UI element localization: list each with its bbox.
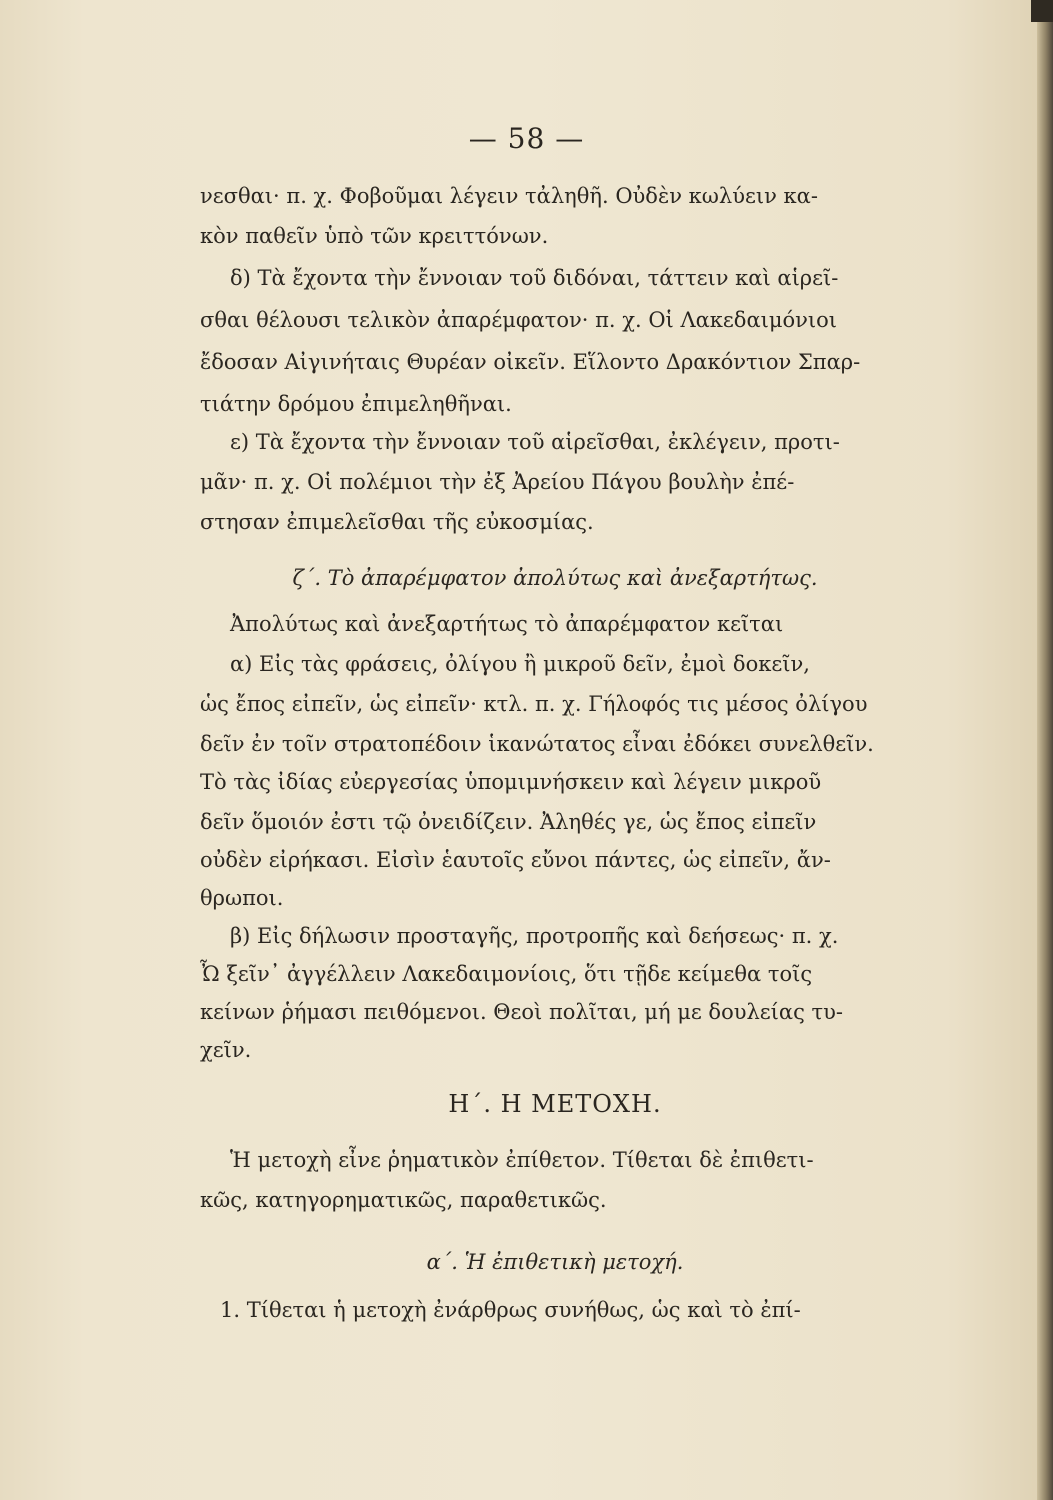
text-line: τιάτην δρόμου ἐπιμεληθῆναι. — [200, 392, 512, 416]
text-line: κείνων ῥήμασι πειθόμενοι. Θεοὶ πολῖται, μή με δουλείας τυ- — [200, 1000, 843, 1024]
text-line: δεῖν ἐν τοῖν στρατοπέδοιν ἱκανώτατος εἶναι ἐδόκει συνελθεῖν. — [200, 732, 874, 756]
text-line: α) Εἰς τὰς φράσεις, ὀλίγου ἢ μικροῦ δεῖν, ἐμοὶ δοκεῖν, — [230, 652, 810, 676]
section-heading-infinitive: ζ΄. Τὸ ἀπαρέμφατον ἀπολύτως καὶ ἀνεξαρτήτως. — [292, 566, 818, 590]
page-edge-shadow — [1037, 0, 1053, 1500]
subsection-heading-attributive: α΄. Ἡ ἐπιθετικὴ μετοχή. — [426, 1250, 684, 1274]
text-line: δεῖν ὅμοιόν ἐστι τῷ ὀνειδίζειν. Ἀληθές γε, ὡς ἔπος εἰπεῖν — [200, 810, 817, 834]
text-line: θρωποι. — [200, 886, 284, 910]
text-line: χεῖν. — [200, 1038, 252, 1062]
text-line: ἔδοσαν Αἰγινήταις Θυρέαν οἰκεῖν. Εἵλοντο Δρακόντιον Σπαρ- — [200, 350, 861, 374]
text-line: Ἡ μετοχὴ εἶνε ῥηματικὸν ἐπίθετον. Τίθεται δὲ ἐπιθετι- — [230, 1148, 814, 1172]
text-line: κὸν παθεῖν ὑπὸ τῶν κρειττόνων. — [200, 224, 549, 248]
text-line: μᾶν· π. χ. Οἱ πολέμιοι τὴν ἐξ Ἀρείου Πάγου βουλὴν ἐπέ- — [200, 470, 795, 494]
text-line: δ) Τὰ ἔχοντα τὴν ἔννοιαν τοῦ διδόναι, τάττειν καὶ αἱρεῖ- — [230, 266, 839, 290]
text-line: 1. Τίθεται ἡ μετοχὴ ἐνάρθρως συνήθως, ὡς καὶ τὸ ἐπί- — [220, 1298, 801, 1322]
text-line: β) Εἰς δήλωσιν προσταγῆς, προτροπῆς καὶ δεήσεως· π. χ. — [230, 924, 839, 948]
text-line: ὡς ἔπος εἰπεῖν, ὡς εἰπεῖν· κτλ. π. χ. Γήλοφός τις μέσος ὀλίγου — [200, 692, 868, 716]
text-line: οὐδὲν εἰρήκασι. Εἰσὶν ἑαυτοῖς εὔνοι πάντες, ὡς εἰπεῖν, ἄν- — [200, 848, 831, 872]
text-line: ε) Τὰ ἔχοντα τὴν ἔννοιαν τοῦ αἱρεῖσθαι, ἐκλέγειν, προτι- — [230, 430, 840, 454]
page-corner-shadow — [1031, 0, 1053, 22]
text-line: στησαν ἐπιμελεῖσθαι τῆς εὐκοσμίας. — [200, 510, 594, 534]
text-line: σθαι θέλουσι τελικὸν ἀπαρέμφατον· π. χ. Οἱ Λακεδαιμόνιοι — [200, 308, 838, 332]
text-line: νεσθαι· π. χ. Φοβοῦμαι λέγειν τἀληθῆ. Οὐδὲν κωλύειν κα- — [200, 184, 818, 208]
chapter-heading-participle: Η΄. Η ΜΕΤΟΧΗ. — [448, 1090, 662, 1118]
text-line: κῶς, κατηγορηματικῶς, παραθετικῶς. — [200, 1188, 607, 1212]
text-line: Ὦ ξεῖν᾽ ἀγγέλλειν Λακεδαιμονίοις, ὅτι τῇδε κείμεθα τοῖς — [200, 962, 813, 986]
text-line: Τὸ τὰς ἰδίας εὐεργεσίας ὑπομιμνήσκειν καὶ λέγειν μικροῦ — [200, 770, 822, 794]
page-number: — 58 — — [468, 122, 585, 155]
text-line: Ἀπολύτως καὶ ἀνεξαρτήτως τὸ ἀπαρέμφατον κεῖται — [230, 612, 784, 636]
